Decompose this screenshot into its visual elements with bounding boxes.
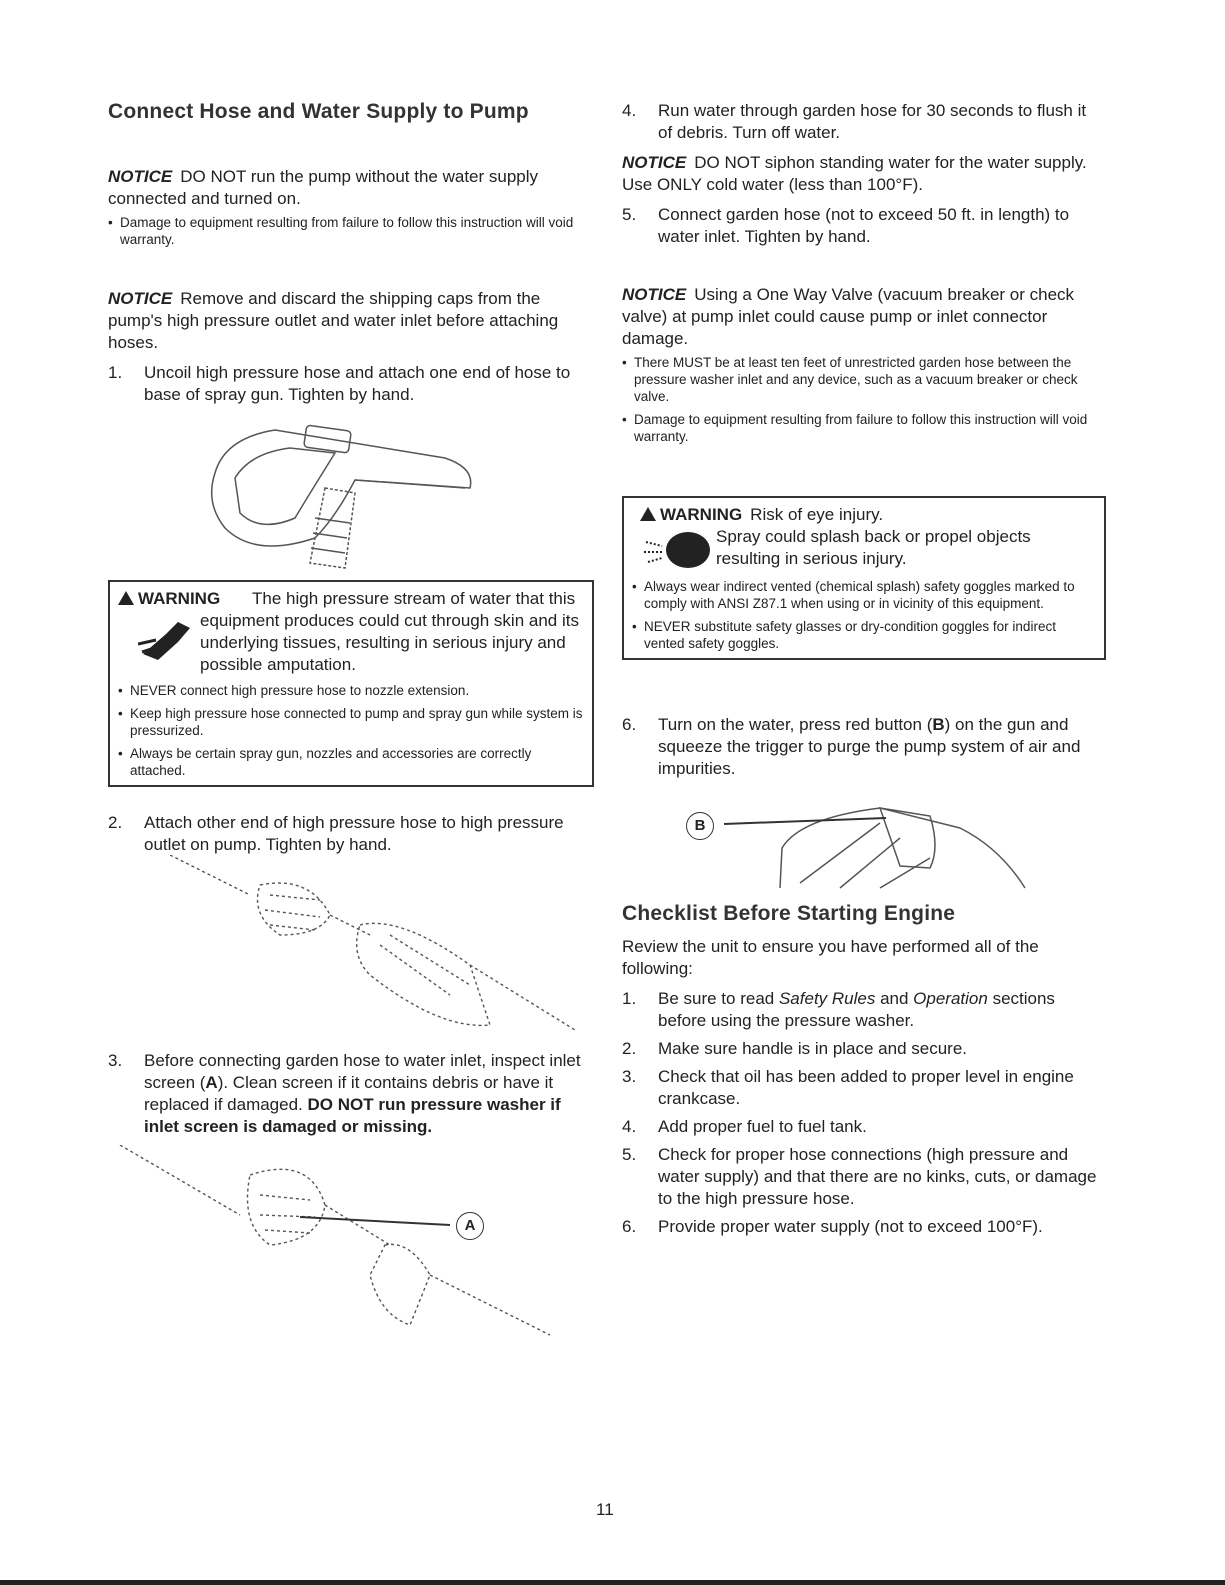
step-text: Attach other end of high pressure hose to high pressure outlet on pump. Tighten by hand. bbox=[144, 813, 564, 854]
step-2 bbox=[108, 812, 588, 856]
callout-badge-b: B bbox=[686, 812, 714, 840]
checklist-item-3 bbox=[622, 1066, 1098, 1110]
step-number: 6. bbox=[622, 1217, 637, 1236]
step-number: 6. bbox=[622, 715, 637, 734]
step-text: Make sure handle is in place and secure. bbox=[658, 1039, 968, 1058]
notice-siphon bbox=[622, 152, 1098, 196]
warning-box-eye-injury bbox=[622, 496, 1106, 660]
notice-one-way-valve bbox=[622, 284, 1098, 350]
warning-triangle-icon bbox=[118, 591, 134, 605]
step-number: 5. bbox=[622, 205, 637, 224]
step-number: 4. bbox=[622, 101, 637, 120]
spray-gun-button-illustration bbox=[700, 788, 1040, 893]
pump-outlet-hose-illustration bbox=[170, 855, 580, 1045]
step-number: 4. bbox=[622, 1117, 637, 1136]
warning-bullet-1: • Always wear indirect vented (chemical splash) safety goggles marked to comply with ANSI Z87.1 when using or in vicinity of this equipment. bbox=[632, 578, 1096, 612]
step-1 bbox=[108, 362, 588, 406]
notice-bullet-2: • Damage to equipment resulting from failure to follow this instruction will void warranty. bbox=[622, 411, 1098, 445]
step-text: Add proper fuel to fuel tank. bbox=[658, 1117, 867, 1136]
callout-letter-b: B bbox=[932, 715, 945, 734]
left-column-lower bbox=[108, 812, 588, 856]
callout-badge-a: A bbox=[456, 1212, 484, 1240]
splash-goggles-icon bbox=[640, 528, 712, 570]
section-heading-checklist: Checklist Before Starting Engine bbox=[622, 902, 956, 925]
warning-line bbox=[632, 504, 1096, 526]
page-number: 11 bbox=[596, 1500, 614, 1519]
step-bold-warning: DO NOT run pressure washer if inlet screen is damaged or missing. bbox=[144, 1095, 561, 1136]
warning-text bbox=[200, 588, 584, 676]
warning-title: Risk of eye injury. bbox=[750, 505, 884, 524]
step-number: 3. bbox=[622, 1067, 637, 1086]
notice-label: NOTICE bbox=[622, 153, 687, 172]
step-text: Check for proper hose connections (high pressure and water supply) and that there are no kinks, cuts, or damage to the high pressure hose. bbox=[658, 1145, 1097, 1208]
step-number: 5. bbox=[622, 1145, 637, 1164]
left-column bbox=[108, 100, 588, 406]
warning-label: WARNING bbox=[138, 589, 221, 608]
notice-text: Using a One Way Valve (vacuum breaker or check valve) at pump inlet could cause pump or inlet connector damage. bbox=[622, 285, 1075, 348]
right-column-step6 bbox=[622, 714, 1098, 780]
step-number: 2. bbox=[108, 813, 123, 832]
checklist-item-4 bbox=[622, 1116, 1098, 1138]
step-text: Check that oil has been added to proper level in engine crankcase. bbox=[658, 1067, 1074, 1108]
step-number: 3. bbox=[108, 1051, 123, 1070]
cut-hazard-icon bbox=[138, 614, 196, 664]
notice-text: Remove and discard the shipping caps from the pump's high pressure outlet and water inlet before attaching hoses. bbox=[108, 289, 559, 352]
notice-shipping-caps bbox=[108, 288, 588, 354]
ref-safety-rules: Safety Rules bbox=[778, 989, 876, 1008]
notice-text: DO NOT run the pump without the water supply connected and turned on. bbox=[108, 167, 539, 208]
step-number: 2. bbox=[622, 1039, 637, 1058]
step-text-a: Before connecting garden hose to water inlet, inspect inlet screen ( bbox=[144, 1051, 581, 1092]
checklist-item-2 bbox=[622, 1038, 1098, 1060]
ref-operation: Operation bbox=[913, 989, 988, 1008]
warning-triangle-icon bbox=[640, 507, 656, 521]
notice-text: DO NOT siphon standing water for the water supply. Use ONLY cold water (less than 100°F). bbox=[622, 153, 1087, 194]
step-number: 1. bbox=[108, 363, 123, 382]
inlet-screen-illustration bbox=[110, 1145, 560, 1345]
warning-body: The high pressure stream of water that this equipment produces could cut through skin and its underlying tissues, resulting in serious injury and possible amputation. bbox=[200, 589, 579, 674]
step-text: Connect garden hose (not to exceed 50 ft. in length) to water inlet. Tighten by hand. bbox=[658, 205, 1070, 246]
notice-bullet-1: • There MUST be at least ten feet of unrestricted garden hose between the pressure washer inlet and any device, such as a vacuum breaker or check valve. bbox=[622, 354, 1098, 405]
warning-bullet-1: • NEVER connect high pressure hose to nozzle extension. bbox=[118, 682, 584, 699]
step-number: 1. bbox=[622, 989, 637, 1008]
section-heading-connect-hose: Connect Hose and Water Supply to Pump bbox=[108, 100, 529, 123]
warning-label: WARNING bbox=[660, 505, 743, 524]
checklist-item-5 bbox=[622, 1144, 1098, 1210]
warning-text: Spray could splash back or propel objects resulting in serious injury. bbox=[716, 527, 1031, 568]
bottom-rule bbox=[0, 1580, 1225, 1585]
notice-label: NOTICE bbox=[622, 285, 687, 304]
warning-bullet-3: • Always be certain spray gun, nozzles and accessories are correctly attached. bbox=[118, 745, 584, 779]
notice-no-water bbox=[108, 166, 588, 210]
step-text-c: sections before using the pressure washer. bbox=[658, 989, 1055, 1030]
step-4 bbox=[622, 100, 1098, 144]
step-text-a: Be sure to read bbox=[658, 989, 779, 1008]
right-column bbox=[622, 100, 1098, 445]
step-text-b: ). Clean screen if it contains debris or have it replaced if damaged. bbox=[144, 1073, 554, 1114]
notice-label: NOTICE bbox=[108, 289, 173, 308]
warning-bullet-2: • NEVER substitute safety glasses or dry-condition goggles for indirect vented safety goggles. bbox=[632, 618, 1096, 652]
step-text: Run water through garden hose for 30 seconds to flush it of debris. Turn off water. bbox=[658, 101, 1087, 142]
notice-label: NOTICE bbox=[108, 167, 173, 186]
checklist-item-1 bbox=[622, 988, 1098, 1032]
step-text-a: Turn on the water, press red button ( bbox=[658, 715, 933, 734]
step-6 bbox=[622, 714, 1098, 780]
callout-letter-a: A bbox=[205, 1073, 218, 1092]
step-text-b: and bbox=[875, 989, 914, 1008]
spray-gun-hose-illustration bbox=[195, 418, 485, 578]
step-3 bbox=[108, 1050, 588, 1138]
checklist-section bbox=[622, 902, 1098, 1238]
step-5 bbox=[622, 204, 1098, 248]
step-text: Provide proper water supply (not to exceed 100°F). bbox=[658, 1217, 1043, 1236]
warning-box-high-pressure bbox=[108, 580, 594, 787]
left-column-step3 bbox=[108, 1050, 588, 1138]
checklist-item-6 bbox=[622, 1216, 1098, 1238]
warning-bullet-2: • Keep high pressure hose connected to pump and spray gun while system is pressurized. bbox=[118, 705, 584, 739]
step-text-b: ) on the gun and squeeze the trigger to purge the pump system of air and impurities. bbox=[658, 715, 1081, 778]
checklist-intro: Review the unit to ensure you have performed all of the following: bbox=[622, 937, 1039, 978]
notice-bullet-warranty: • Damage to equipment resulting from failure to follow this instruction will void warranty. bbox=[108, 214, 588, 248]
step-text: Uncoil high pressure hose and attach one end of hose to base of spray gun. Tighten by hand. bbox=[144, 363, 571, 404]
